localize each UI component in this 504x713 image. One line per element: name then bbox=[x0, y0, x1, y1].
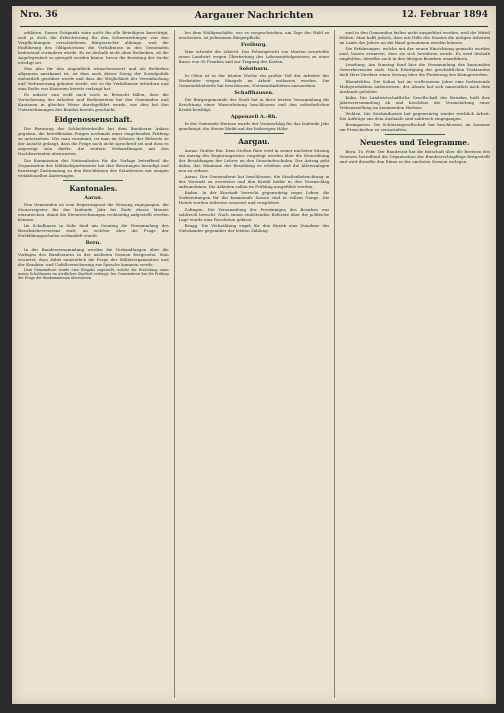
paragraph: sind in den Gemeinden bisher nicht ausgeführt worden, weil die Mittel fehlten. Man hofft jedoch, dass mit Hilfe des Staates die nötigen Arbeiten im Laufe des Jahres an die Hand genommen werden können. bbox=[339, 30, 491, 45]
paragraph: Rheinfelden. Die Saline hat im verflossenen Jahre eine bedeutende Mehrproduktion aufzuweisen; der Absatz hat sich namentlich nach dem Auslande gehoben. bbox=[339, 78, 491, 94]
divider bbox=[224, 133, 284, 134]
paragraph: Die Kommission des Nationalrates für die Vorlage betreffend die Organisation des Militärdepartements hat ihre Beratungen beendigt und beantragt Zustimmung zu den Beschlüssen des Ständerates mit einigen redaktionellen Änderungen. bbox=[18, 157, 169, 178]
paragraph: Bern, 10. Febr. Der Bundesrat hat die Botschaft über die Revision des Gesetzes betreffend die Organisation der Bundesrechtspflege festgestellt und wird dieselbe den Räten in der nächsten Session vorlegen. bbox=[339, 149, 491, 165]
subheading-aarau: Aarau. bbox=[84, 194, 103, 201]
newspaper-title: Aargauer Nachrichten bbox=[194, 10, 314, 21]
column-2 bbox=[174, 30, 330, 698]
subheading-schaffhausen: Schaffhausen. bbox=[234, 90, 274, 96]
issue-number: Nro. 36 bbox=[20, 10, 58, 20]
section-heading-telegramme: Neuestes und Telegramme. bbox=[359, 138, 470, 148]
paragraph: Im Schulhause in Suhr fand am Sonntag die Versammlung des Bezirkslehrervereins statt, an welcher über die Frage der Fortbildungsschulen verhandelt wurde. bbox=[18, 222, 169, 238]
column-3 bbox=[334, 30, 490, 698]
paragraph: Man schreibt der Liberté: Das Polizeigericht von Murten verurteilte einen Landwirt wegen Übertretung des Lebensmittelgesetzes zu einer Busse von 50 Franken und zur Tragung der Kosten. bbox=[178, 49, 330, 64]
divider bbox=[63, 180, 123, 181]
newspaper-page bbox=[12, 6, 496, 704]
paragraph: Baden. In der Kurstadt herrscht gegenwärtig reges Leben; die Vorbereitungen für die kommende Saison sind in vollem Gange. Die Hotels werden teilweise erneuert und vergrößert. bbox=[178, 190, 330, 206]
paragraph: Aarau. Der Gemeinderat hat beschlossen, die Straßenbeleuchtung in der Vorstadt zu erweitern und den Kredit hiefür in den Voranschlag aufzunehmen. Die Arbeiten sollen im Frühling ausgeführt werden. bbox=[178, 174, 330, 190]
paragraph: erklären. Dieser Zeitpunkt wäre nicht für alle Beteiligten berechtigt, weil ja doch die Erleichterung für den Schweizerbürger von den Verpflichtungen verschiedenen Bürgerrechte abhinge, weil die Einführung des Obligatoriums die Verhältnisse in den Gemeinden bedeutend verändern würde. Es ist deshalb nicht ohne Bedenken, ob die Angelegenheit so geregelt werden könne, bevor die Beratung der Sache erledigt sei. bbox=[18, 30, 169, 65]
paragraph: In Olten ist in der letzten Woche ein großer Teil der Arbeiter der Werkstätte wegen Mangels an Arbeit entlassen worden. Die Gemeindebehörde hat beschlossen, Notstandsarbeiten anzuordnen. bbox=[178, 73, 330, 88]
paragraph: Lenzburg. Am Sonntag fand hier die Versammlung des kantonalen Gewerbevereins statt. Nach Erledigung der geschäftlichen Traktanden hielt Herr Direktor einen Vortrag über die Förderung des Kleingewerbes. bbox=[339, 62, 491, 78]
paragraph: Dem Gemeinderat wurde eine Eingabe zugestellt, welche die Errichtung eines neuen Schulhauses im nördlichen Stadtteil verlangt. Der Gemeinderat hat die Prüfung der Frage der Baukommission überwiesen. bbox=[18, 267, 169, 281]
paragraph: Zofingen. Die Versammlung der Freisinnigen des Bezirkes war zahlreich besucht. Nach einem einleitenden Referate über die politische Lage wurde eine Resolution gefasst. bbox=[178, 206, 330, 222]
divider bbox=[385, 134, 445, 135]
subheading-appenzell: Appenzell A.-Rh. bbox=[230, 114, 278, 120]
paragraph: Die Bürgergemeinde der Stadt hat in ihrer letzten Versammlung die Errichtung einer Wasserleitung beschlossen und den erforderlichen Kredit bewilligt. bbox=[178, 97, 330, 112]
paragraph: Wohlen. Die Strohindustrie hat gegenwärtig wieder reichlich Arbeit. Die Aufträge aus dem Auslande sind zahlreich eingegangen. bbox=[339, 110, 491, 121]
columns bbox=[18, 30, 490, 698]
section-heading-eidgenossenschaft: Eidgenossenschaft. bbox=[54, 115, 133, 125]
paragraph: Bremgarten. Die Schützengesellschaft hat beschlossen, im Sommer ein Freischießen zu veranstalten. bbox=[339, 122, 491, 133]
subheading-solothurn: Solothurn. bbox=[239, 66, 269, 72]
paragraph: Brugg. Die Viehzählung ergab für den Bezirk eine Zunahme des Viehstandes gegenüber der letzten Zählung. bbox=[178, 222, 330, 233]
header-rule bbox=[20, 26, 488, 27]
paragraph: Es müsste nun wohl auch noch in Betracht fallen, dass die Versicherung der Arbeiter und Bediensteten bei den Gemeinden und Kantonen in gleicher Weise durchgeführt werde, wie dies bei den Unternehmungen des Bundes bereits geschieht. bbox=[18, 92, 169, 113]
paragraph: In der Gemeinde Herisau wurde der Voranschlag für das laufende Jahr genehmigt; die Steuer bleibt auf der bisherigen Höhe. bbox=[178, 121, 330, 131]
paragraph: Die Beratung der Schlachtviehzölle hat dem Bundesrat Anlass gegeben, die betreffenden Fragen nochmals einer eingehenden Prüfung zu unterziehen. Wie man vernimmt, ist man im Schosse der Behörde zu der Ansicht gelangt, dass die Frage noch nicht spruchreif sei und dass es angezeigt sein dürfte, die weitern Verhandlungen mit den Nachbarstaaten abzuwarten. bbox=[18, 126, 169, 157]
paragraph: Die Erfahrungen, welche mit der neuen Einrichtung gemacht worden sind, lassen erwarten, dass sie sich bewähren werde. Es wird deshalb empfohlen, dieselbe auch in den übrigen Bezirken einzuführen. bbox=[339, 46, 491, 62]
paragraph: Aarau. Großer Rat. Dem Großen Rate wird in seiner nächsten Sitzung ein Antrag des Regierungsrates vorgelegt werden über die Neuordnung der Besoldungen der Lehrer an den Gemeindeschulen. Der Antrag geht dahin, das Minimum der Besoldung zu erhöhen und die Alterszulagen neu zu ordnen. bbox=[178, 148, 330, 173]
issue-date: 12. Februar 1894 bbox=[401, 10, 488, 20]
paragraph: In der Bundesversammlung werden die Verhandlungen über die Vorlagen des Bundesrates in der nächsten Session fortgesetzt. Man erwartet, dass dabei namentlich die Frage der Militärorganisation und der Kranken- und Unfallversicherung zur Sprache kommen werde. bbox=[18, 246, 169, 267]
page-header bbox=[20, 10, 488, 24]
paragraph: bei dem Wahlgeschäfte, wie es vorgeschrieben, am Tage der Wahl zu erscheinen, ist jedermann Bürgerpflicht. bbox=[178, 30, 330, 40]
paragraph: Was also für den Augenblick wünschenswert und als Bedürfnis allgemein anerkannt ist, ist dass auch dieser Zweig der Sozialpolitik einheitlich geordnet werde und dass die Möglichkeit der Vereinfachung und Verbesserung geboten werde, wie es die Verhältnisse erfordern und eine Reihe von Kantonen bereits verlangt hat. bbox=[18, 66, 169, 92]
subheading-freiburg: Freiburg. bbox=[240, 42, 268, 48]
subheading-bern: Bern. bbox=[85, 239, 102, 246]
section-heading-kantonales: Kantonales. bbox=[69, 183, 118, 193]
paragraph: Den Gemeinden ist vom Regierungsrat die Weisung zugegangen, die Steuerregister für das laufende Jahr bis Ende dieses Monats einzureichen, damit die Steuerrechnungen rechtzeitig aufgestellt werden können. bbox=[18, 201, 169, 222]
section-heading-aargau: Aargau. bbox=[238, 137, 270, 146]
column-1 bbox=[18, 30, 169, 698]
paragraph: Kulm. Die Landwirtschaftliche Gesellschaft des Bezirkes hielt ihre Jahresversammlung ab und beschloss die Veranstaltung einer Viehausstellung im kommenden Herbste. bbox=[339, 94, 491, 110]
